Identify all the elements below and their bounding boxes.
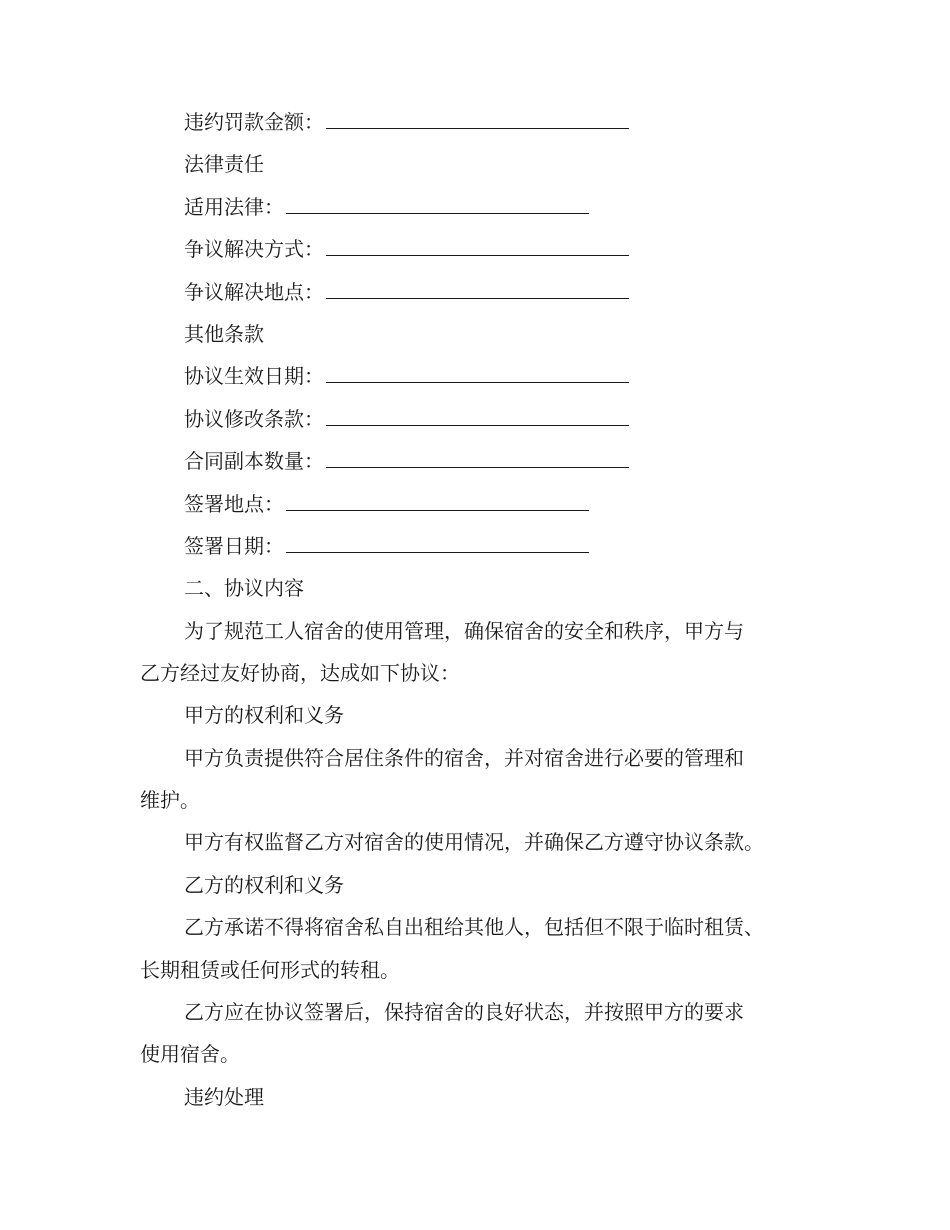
heading-party-b-rights: 乙方的权利和义务: [184, 873, 344, 897]
field-label: 违约罚款金额：: [184, 110, 324, 134]
fill-in-blank[interactable]: [326, 453, 629, 468]
field-signing-date: [184, 534, 589, 558]
field-dispute-resolution-place: [184, 280, 629, 304]
heading-other-terms: 其他条款: [184, 322, 264, 346]
party-b-paragraph-1-line-2: 长期租赁或任何形式的转租。: [140, 958, 400, 982]
field-label: 签署地点：: [184, 492, 284, 516]
field-label: 协议生效日期：: [184, 364, 324, 388]
party-b-paragraph-1-line-1: 乙方承诺不得将宿舍私自出租给其他人，包括但不限于临时租赁、: [184, 915, 764, 939]
party-a-paragraph-1-line-2: 维护。: [140, 788, 200, 812]
intro-paragraph-line-1: 为了规范工人宿舍的使用管理，确保宿舍的安全和秩序，甲方与: [184, 619, 744, 643]
field-breach-penalty-amount: [184, 110, 629, 134]
fill-in-blank[interactable]: [286, 199, 589, 214]
field-label: 签署日期：: [184, 534, 284, 558]
field-copies-count: [184, 449, 629, 473]
field-label: 适用法律：: [184, 195, 284, 219]
heading-breach-handling: 违约处理: [184, 1085, 264, 1109]
party-a-paragraph-2: 甲方有权监督乙方对宿舍的使用情况，并确保乙方遵守协议条款。: [184, 830, 764, 854]
heading-party-a-rights: 甲方的权利和义务: [184, 703, 344, 727]
party-a-paragraph-1-line-1: 甲方负责提供符合居住条件的宿舍，并对宿舍进行必要的管理和: [184, 746, 744, 770]
fill-in-blank[interactable]: [326, 114, 629, 129]
section-title-agreement-content: 二、协议内容: [184, 576, 304, 600]
fill-in-blank[interactable]: [286, 496, 589, 511]
field-label: 协议修改条款：: [184, 407, 324, 431]
fill-in-blank[interactable]: [326, 241, 629, 256]
field-label: 争议解决方式：: [184, 237, 324, 261]
fill-in-blank[interactable]: [326, 368, 629, 383]
party-b-paragraph-2-line-1: 乙方应在协议签署后，保持宿舍的良好状态，并按照甲方的要求: [184, 1000, 744, 1024]
field-effective-date: [184, 364, 629, 388]
fill-in-blank[interactable]: [286, 538, 589, 553]
field-signing-place: [184, 492, 589, 516]
heading-legal-liability: 法律责任: [184, 152, 264, 176]
field-dispute-resolution-method: [184, 237, 629, 261]
field-label: 合同副本数量：: [184, 449, 324, 473]
field-amendment-terms: [184, 407, 629, 431]
fill-in-blank[interactable]: [326, 284, 629, 299]
intro-paragraph-line-2: 乙方经过友好协商，达成如下协议：: [140, 661, 460, 685]
fill-in-blank[interactable]: [326, 411, 629, 426]
field-label: 争议解决地点：: [184, 280, 324, 304]
party-b-paragraph-2-line-2: 使用宿舍。: [140, 1042, 240, 1066]
field-applicable-law: [184, 195, 589, 219]
